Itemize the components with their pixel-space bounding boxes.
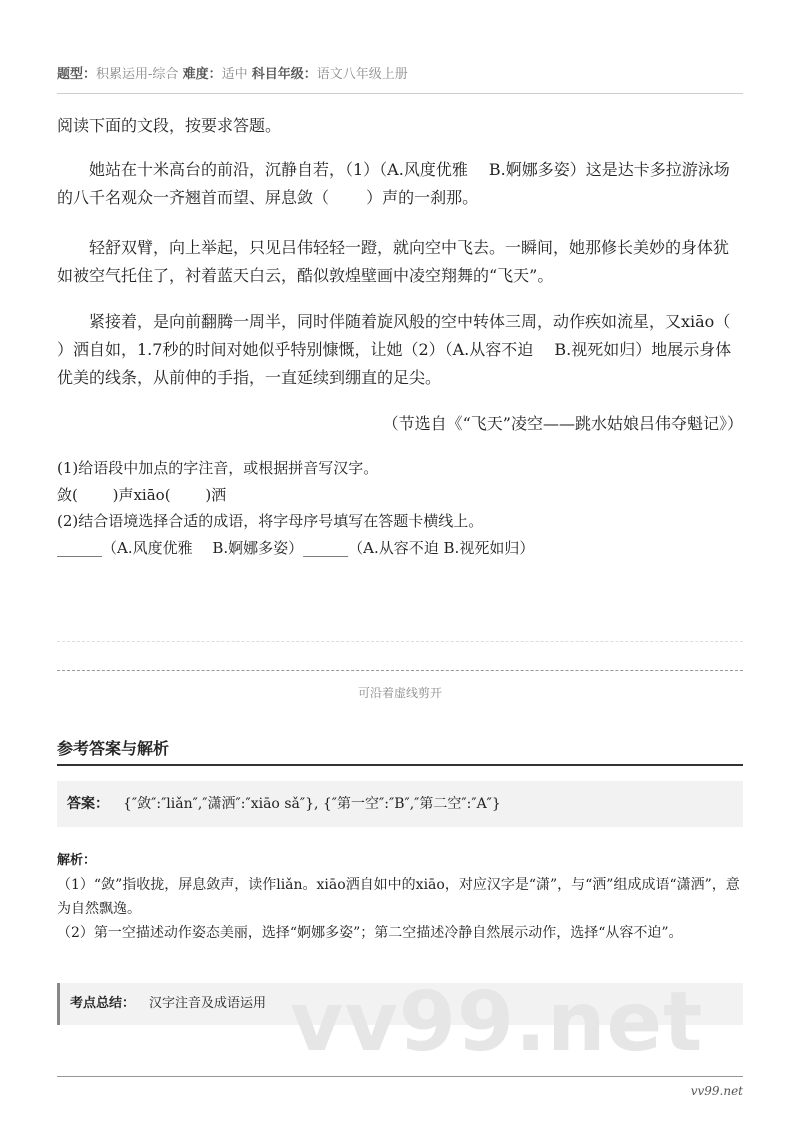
- subject-label: 科目年级：: [251, 67, 317, 82]
- type-label: 题型：: [57, 67, 97, 82]
- answer-value: {″敛″:″liǎn″,″潇洒″:″xiāo sǎ″}, {″第一空″:″B″,″第二空″:″A″}: [123, 796, 501, 812]
- answer-divider: [57, 764, 743, 766]
- question-1: (1)给语段中加点的字注音，或根据拼音写汉字。: [57, 459, 379, 477]
- difficulty-label: 难度：: [182, 67, 222, 82]
- analysis-label: 解析：: [57, 853, 97, 868]
- passage-paragraph-2: 轻舒双臂，向上举起，只见吕伟轻轻一蹬，就向空中飞去。一瞬间，她那修长美妙的身体犹如被空气托住了，衬着蓝天白云，酷似敦煌壁画中凌空翔舞的“飞天”。: [57, 238, 730, 285]
- watermark: vv99.net: [290, 975, 704, 1070]
- question-2-blanks: ______（A.风度优雅 B.婀娜多姿）______（A.从容不迫 B.视死如归）: [57, 538, 535, 557]
- passage-paragraph-3: 紧接着，是向前翻腾一周半，同时伴随着旋风般的空中转体三周，动作疾如流星，又xiāo（ ）洒自如，1.7秒的时间对她似乎特别慷慨，让她（2）（A.从容不迫 B.视死如归）地展示身体优美的线条，从前伸的手指，一直延续到绷直的足尖。: [57, 312, 768, 387]
- summary-value: 汉字注音及成语运用: [149, 996, 267, 1011]
- analysis-item-1: （1）“敛”指收拢，屏息敛声，读作liǎn。xiāo洒自如中的xiāo，对应汉字是“潇”，与“洒”组成成语“潇洒”，意为自然飘逸。: [57, 877, 740, 917]
- footer-divider: [57, 1076, 743, 1077]
- answer-label: 答案：: [67, 796, 109, 812]
- answer-section-title: 参考答案与解析: [57, 739, 170, 758]
- question-meta: [57, 63, 743, 82]
- type-value: 积累运用-综合: [96, 67, 179, 82]
- analysis-item-2: （2）第一空描述动作姿态美丽，选择“婀娜多姿”；第二空描述冷静自然展示动作，选择“从容不迫”。: [57, 925, 683, 941]
- passage-source: （节选自《“飞天”凌空——跳水姑娘吕伟夺魁记》）: [382, 414, 743, 433]
- analysis: [57, 849, 743, 945]
- dashed-line-light: [57, 641, 743, 642]
- cut-hint: 可沿着虚线剪开: [357, 686, 442, 700]
- answer-box: [57, 781, 743, 827]
- footer-site: vv99.net: [690, 1084, 743, 1098]
- questions: [57, 455, 743, 561]
- difficulty-value: 适中: [221, 67, 248, 82]
- header-divider: [57, 93, 743, 94]
- summary-label: 考点总结：: [70, 996, 136, 1011]
- question-1-blanks: 敛( )声xiāo( )洒: [57, 485, 227, 504]
- question-2: (2)结合语境选择合适的成语，将字母序号填写在答题卡横线上。: [57, 512, 484, 530]
- instruction: 阅读下面的文段，按要求答题。: [57, 116, 282, 135]
- subject-value: 语文八年级上册: [316, 67, 408, 82]
- cut-line: [57, 670, 743, 671]
- passage-paragraph-1: 她站在十米高台的前沿，沉静自若，（1）（A.风度优雅 B.婀娜多姿）这是达卡多拉游泳场的八千名观众一齐翘首而望、屏息敛（ ）声的一刹那。: [57, 160, 730, 207]
